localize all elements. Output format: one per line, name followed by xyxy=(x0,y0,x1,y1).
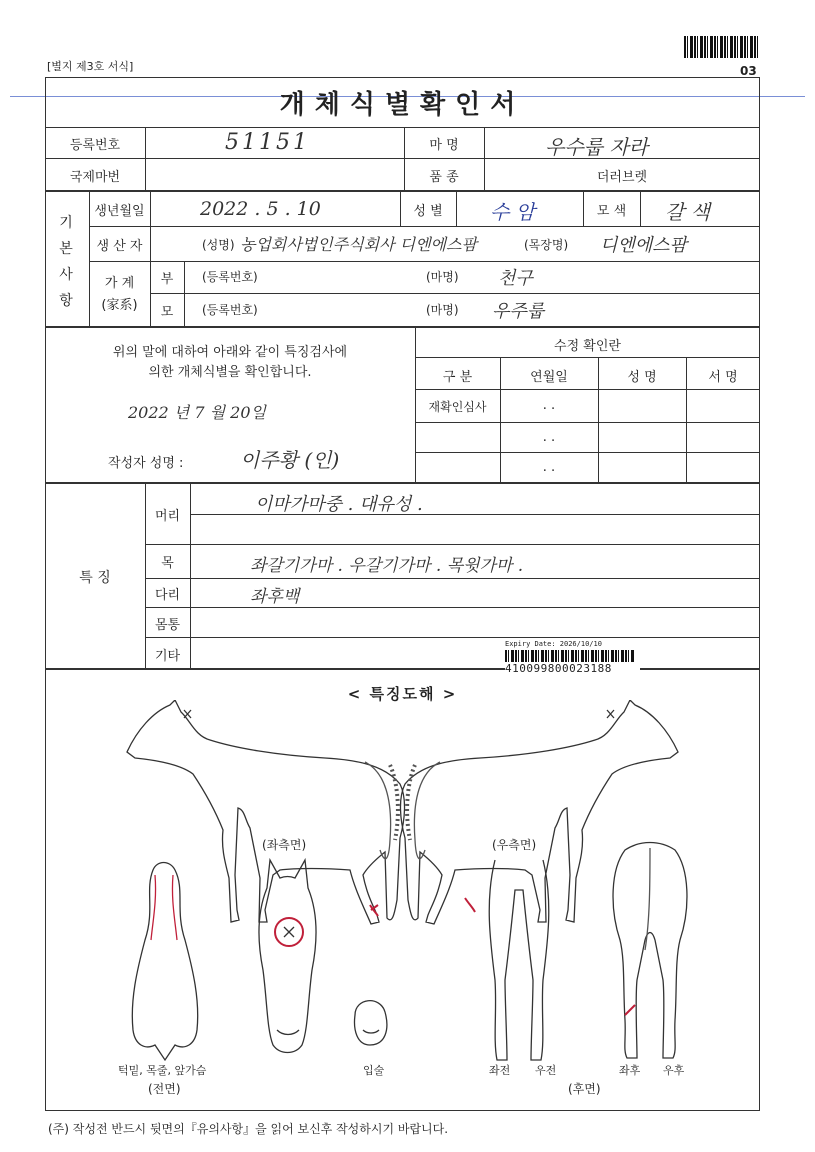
writer-label: 작성자 성명 : xyxy=(108,456,184,471)
horse-diagram xyxy=(45,700,760,1110)
confirm-statement-1: 위의 말에 대하여 아래와 같이 특징검사에 xyxy=(112,345,348,360)
head-front-view xyxy=(259,860,316,1053)
left-side-label: (좌측면) xyxy=(262,838,307,852)
horse-name-value: 우수룹 자라 xyxy=(545,135,648,159)
sticker-code: 410099800023188 xyxy=(505,662,612,675)
birth-value: 2022 . 5 . 10 xyxy=(200,198,321,220)
expiry-sticker xyxy=(505,640,640,678)
dam-label: 모 xyxy=(160,305,174,320)
pedigree-sub: (家系) xyxy=(101,298,138,313)
neck-label: 목 xyxy=(161,556,174,571)
confirm-date: 2022 년 7 월 20일 xyxy=(128,403,266,422)
breed-value: 더러브렛 xyxy=(596,170,648,185)
body-label: 몸통 xyxy=(154,618,181,633)
sire-name-label: (마명) xyxy=(426,270,459,284)
confirm-statement-2: 의한 개체식별을 확인합니다. xyxy=(148,365,312,380)
left-hind-label: 좌후 xyxy=(619,1064,641,1077)
amend-col-name: 성 명 xyxy=(627,370,657,385)
front-legs-view xyxy=(489,860,549,1060)
farm-value: 디엔에스팜 xyxy=(600,235,687,256)
front-label: (전면) xyxy=(148,1082,181,1096)
sire-reg-no-label: (등록번호) xyxy=(202,270,258,284)
left-fore-label: 좌전 xyxy=(489,1064,511,1077)
breed-label: 품 종 xyxy=(429,170,459,185)
producer-label: 생 산 자 xyxy=(96,239,143,254)
sex-label: 성 별 xyxy=(413,204,443,219)
reg-no-label: 등록번호 xyxy=(69,138,121,153)
front-caption: 턱밑, 목줄, 앞가슴 xyxy=(118,1064,207,1077)
document-title: 개체식별확인서 xyxy=(279,90,526,120)
dam-name-value: 우주룹 xyxy=(492,301,545,322)
amend-col-category: 구 분 xyxy=(442,370,473,385)
sire-name-value: 천구 xyxy=(498,268,533,289)
neck-value: 좌갈기가마 . 우갈기가마 . 목윗가마 . xyxy=(250,556,524,576)
front-view xyxy=(132,863,197,1061)
form-reference: [별지 제3호 서식] xyxy=(47,60,134,73)
producer-name-label: (성명) xyxy=(202,238,235,252)
leg-label: 다리 xyxy=(154,588,181,603)
right-side-label: (우측면) xyxy=(492,838,537,852)
farm-label: (목장명) xyxy=(524,238,569,252)
amend-row2-date: . . xyxy=(542,430,556,445)
footer-note: (주) 작성전 반드시 뒷면의『유의사항』을 읽어 보신후 작성하시기 바랍니다. xyxy=(48,1122,449,1136)
amendment-title: 수정 확인란 xyxy=(554,339,621,354)
amend-col-sign: 서 명 xyxy=(708,370,738,385)
pedigree-label: 가 계 xyxy=(104,276,135,291)
head-label: 머리 xyxy=(154,509,181,524)
sex-value: 수 암 xyxy=(490,200,535,224)
amend-col-date: 연월일 xyxy=(530,370,568,385)
head-value: 이마가마중 . 대유성 . xyxy=(255,494,423,515)
sire-label: 부 xyxy=(160,272,174,287)
birth-label: 생년월일 xyxy=(94,204,145,219)
right-side-horse xyxy=(400,700,678,924)
rear-label: (후면) xyxy=(568,1082,601,1096)
expiry-text: Expiry Date: 2026/10/10 xyxy=(505,640,602,648)
document-barcode xyxy=(684,36,759,58)
lips-label: 입술 xyxy=(363,1064,385,1077)
rear-view xyxy=(613,843,687,1059)
leg-value: 좌후백 xyxy=(250,587,300,607)
amend-row1-date: . . xyxy=(542,398,556,413)
diagram-title: < 특징도해 > xyxy=(347,685,458,703)
producer-name-value: 농업회사법인주식회사 디엔에스팜 xyxy=(240,235,477,254)
color-value: 갈 색 xyxy=(665,200,710,224)
page-number: 03 xyxy=(740,64,757,78)
dam-name-label: (마명) xyxy=(426,303,459,317)
lips-view xyxy=(355,1001,387,1045)
horse-name-label: 마 명 xyxy=(429,138,459,153)
color-label: 모 색 xyxy=(596,204,627,219)
features-section-label: 특 징 xyxy=(79,570,111,586)
sticker-barcode xyxy=(505,650,635,662)
right-fore-label: 우전 xyxy=(535,1064,557,1077)
right-hind-label: 우후 xyxy=(663,1064,685,1077)
amend-row3-date: . . xyxy=(542,460,556,475)
dam-reg-no-label: (등록번호) xyxy=(202,303,258,317)
writer-value: 이주황 (인) xyxy=(240,448,340,472)
basic-section-label: 기본사항 xyxy=(59,215,73,309)
etc-label: 기타 xyxy=(154,649,181,664)
intl-no-label: 국제마번 xyxy=(69,170,121,185)
reg-no-value: 51151 xyxy=(225,130,310,155)
amend-row1-category: 재확인심사 xyxy=(428,400,487,414)
